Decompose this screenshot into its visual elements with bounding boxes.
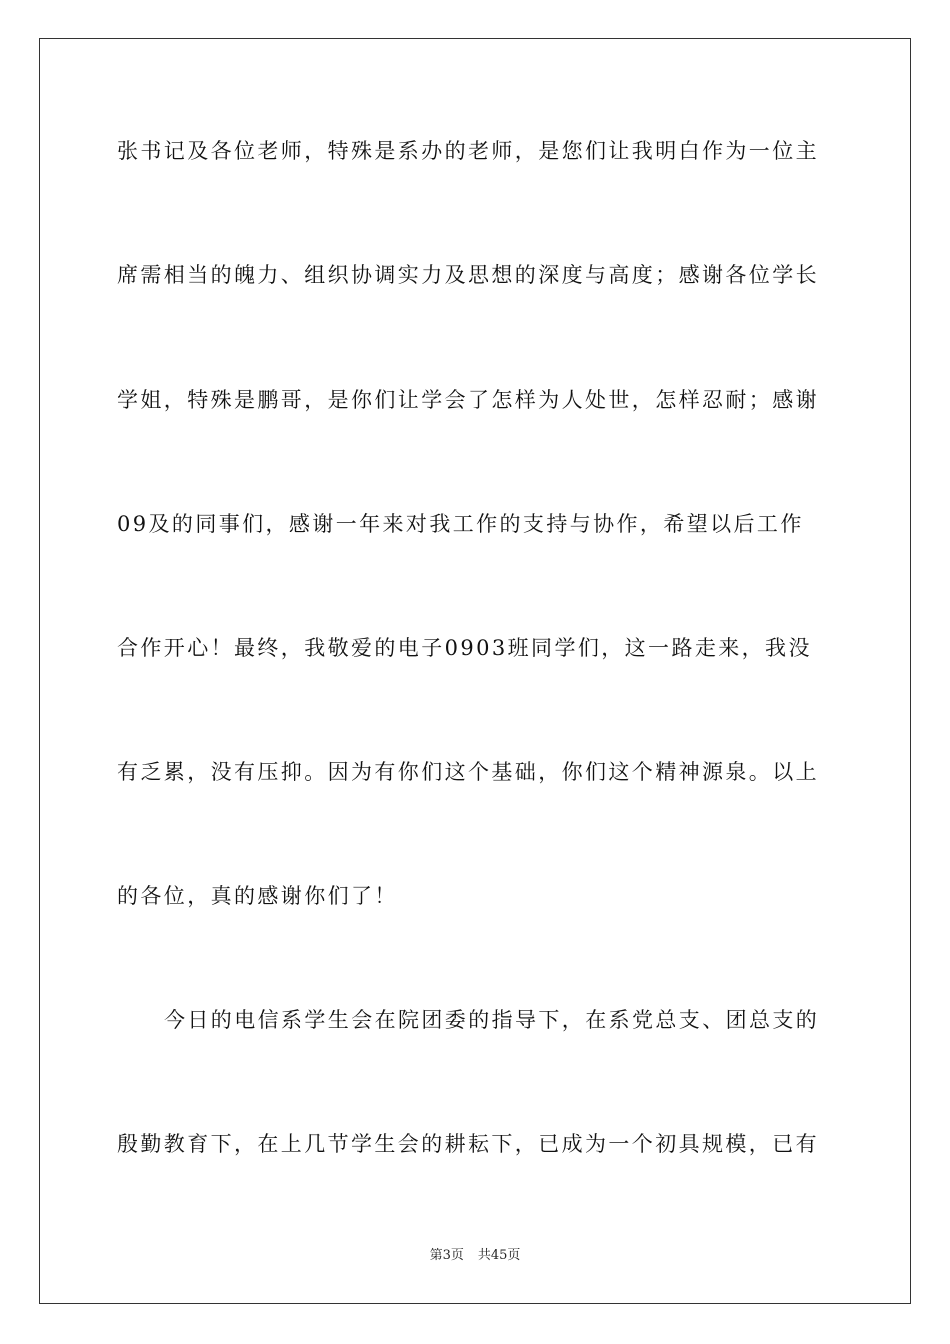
- text-line: 席需相当的魄力、组织协调实力及思想的深度与高度；感谢各位学长: [117, 263, 819, 287]
- total-pages: 共45页: [477, 1248, 521, 1263]
- text-line: 张书记及各位老师，特殊是系办的老师，是您们让我明白作为一位主: [117, 139, 819, 163]
- text-line: 09及的同事们，感谢一年来对我工作的支持与协作，希望以后工作: [117, 512, 804, 536]
- text-line: 殷勤教育下，在上几节学生会的耕耘下，已成为一个初具规模，已有: [117, 1132, 819, 1156]
- text-line: 的各位，真的感谢你们了！: [117, 884, 398, 908]
- page-frame: [39, 38, 911, 1304]
- paragraph-first-line: 今日的电信系学生会在院团委的指导下，在系党总支、团总支的: [164, 1008, 820, 1032]
- text-line: 合作开心！最终，我敬爱的电子0903班同学们，这一路走来，我没: [117, 636, 812, 660]
- page-footer: [0, 1247, 950, 1265]
- text-line: 学姐，特殊是鹏哥，是你们让学会了怎样为人处世，怎样忍耐；感谢: [117, 388, 819, 412]
- page-number: 第3页: [429, 1248, 464, 1263]
- text-line: 有乏累，没有压抑。因为有你们这个基础，你们这个精神源泉。以上: [117, 760, 819, 784]
